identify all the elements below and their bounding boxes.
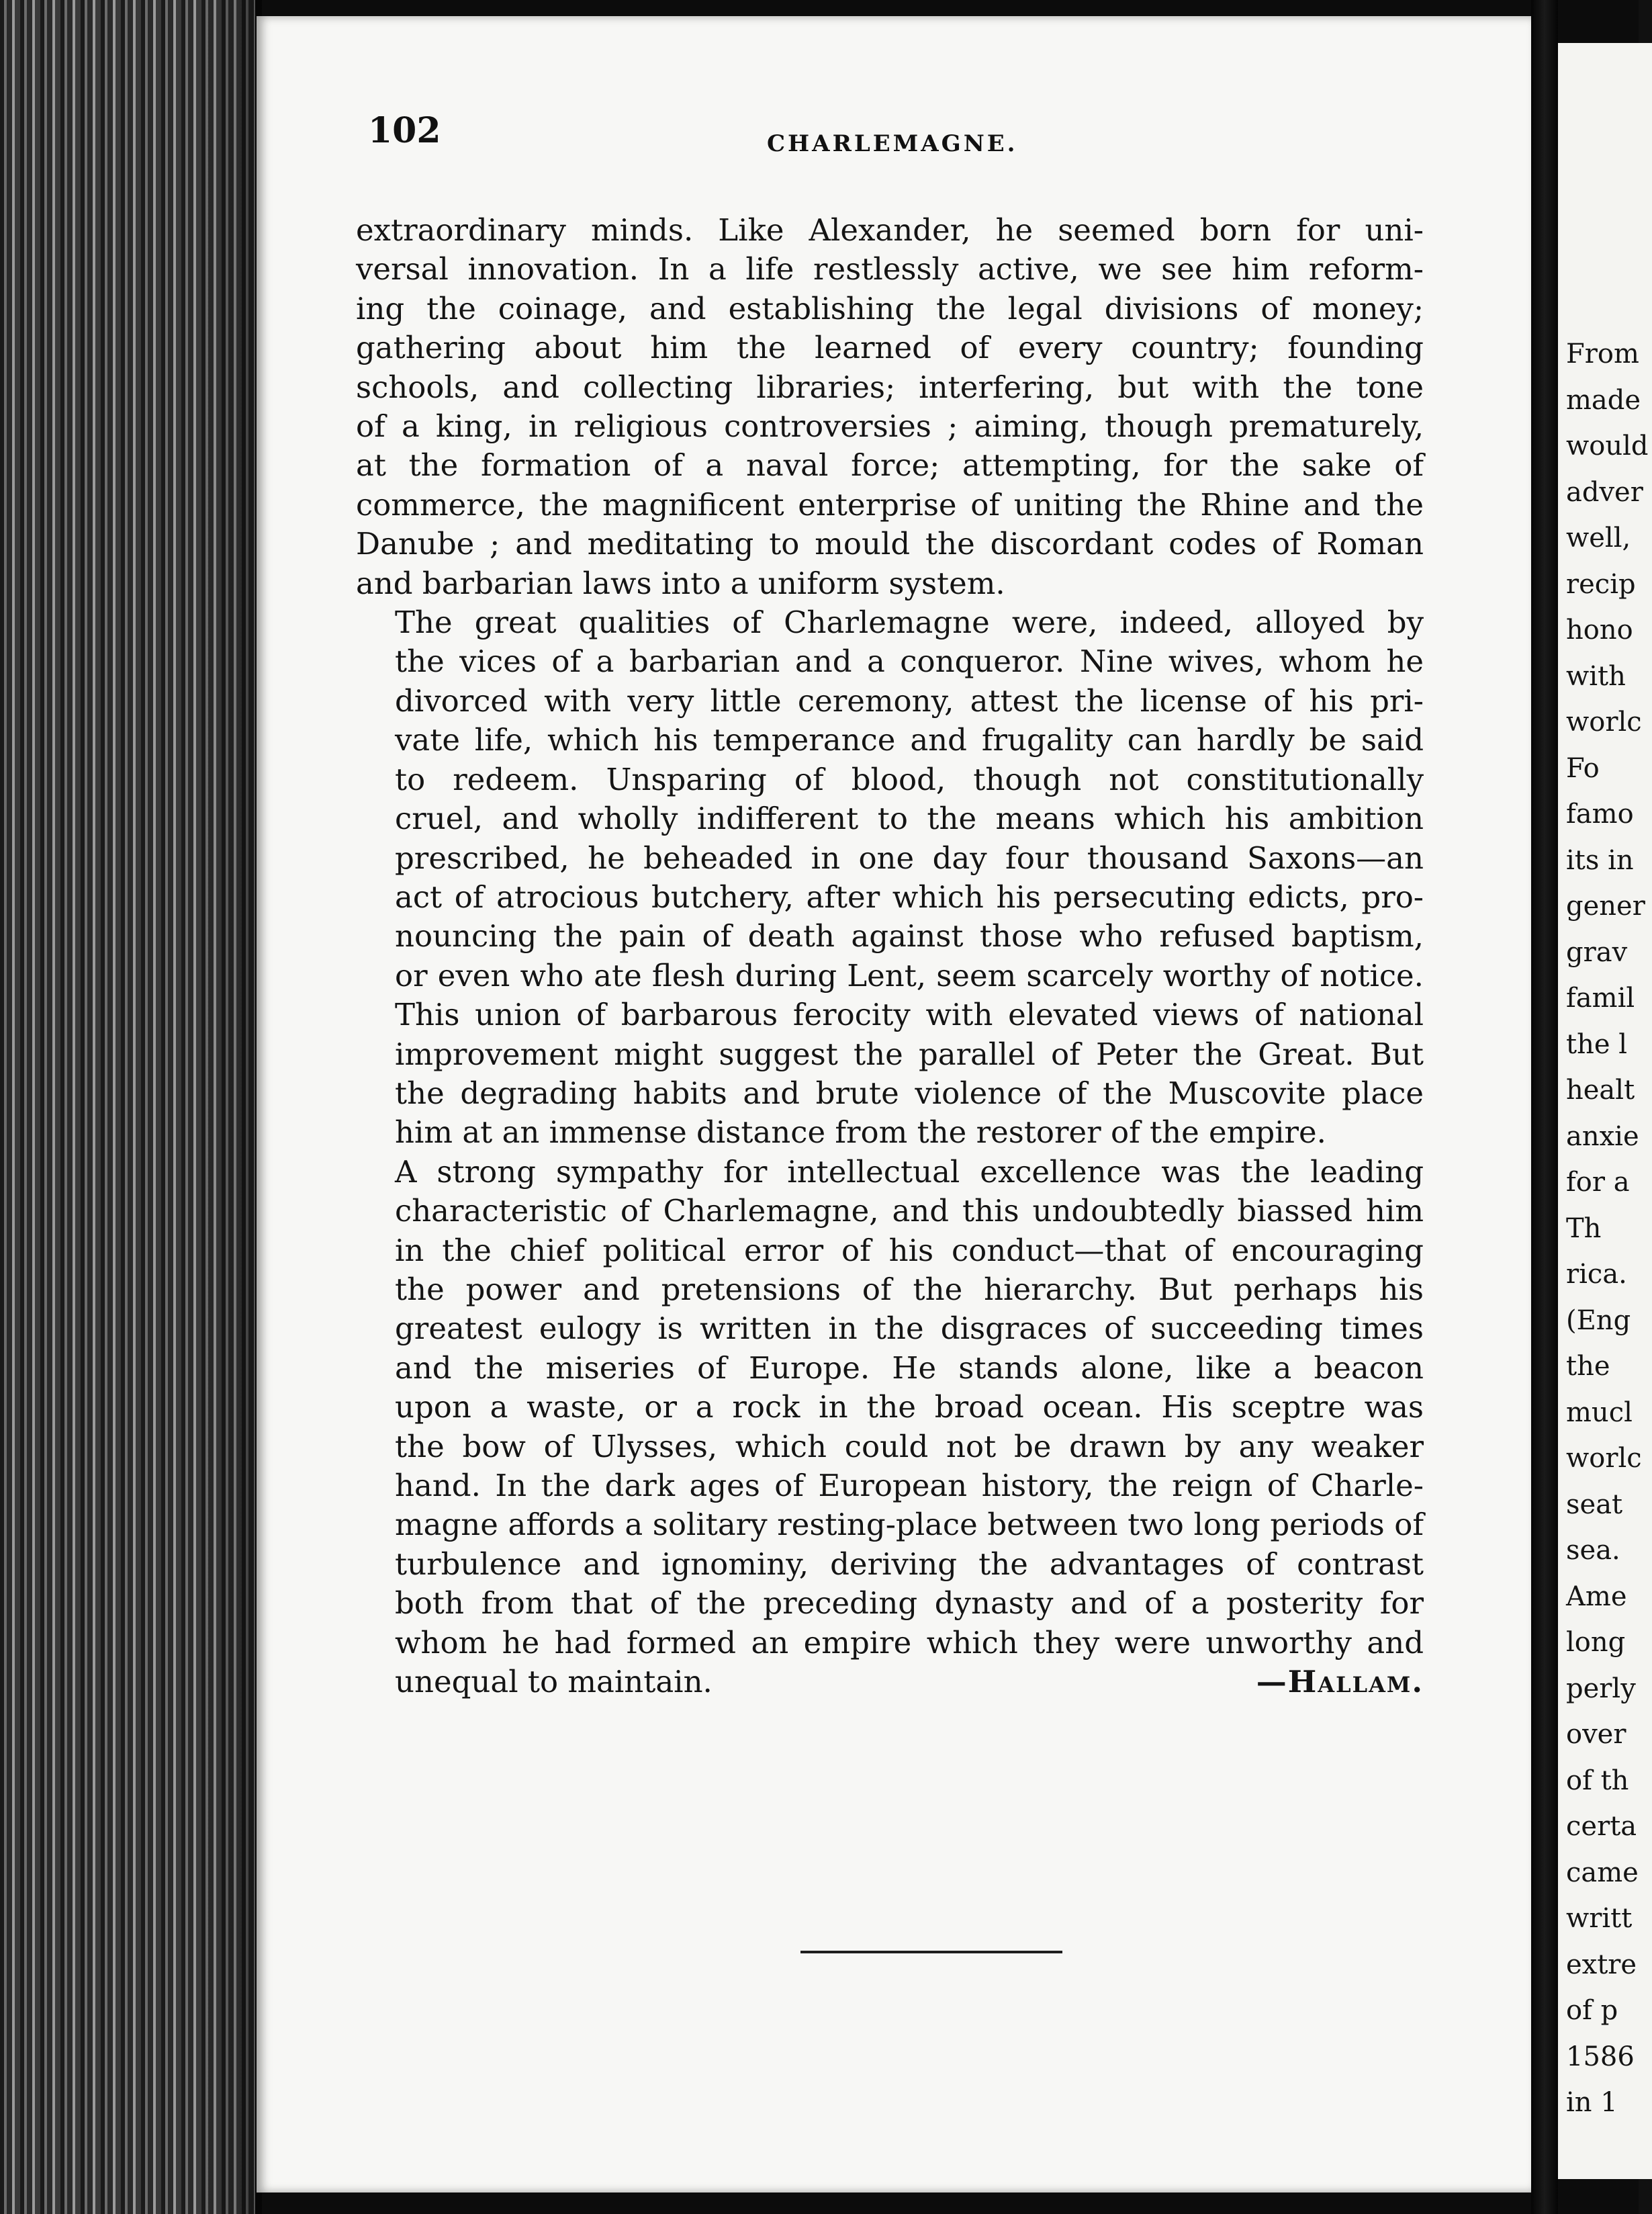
text-line: schools, and collecting libraries; interfering, but with the tone	[356, 369, 1424, 405]
text-line: greatest eulogy is written in the disgraces of succeeding times	[395, 1311, 1424, 1347]
facing-page-line: came	[1566, 1857, 1639, 1888]
text-line: gathering about him the learned of every country; founding	[356, 330, 1424, 366]
text-line: whom he had formed an empire which they were unworthy and	[395, 1624, 1424, 1660]
facing-page-line: well,	[1566, 523, 1631, 554]
text-line: the bow of Ulysses, which could not be drawn by any weaker	[395, 1428, 1424, 1464]
running-head: CHARLEMAGNE.	[767, 130, 1018, 157]
facing-page-fragment	[1558, 43, 1652, 2179]
text-line: The great qualities of Charlemagne were, indeed, alloyed by	[395, 605, 1424, 641]
facing-page-line: of p	[1566, 1995, 1618, 2026]
text-line: nouncing the pain of death against those who refused baptism,	[395, 918, 1424, 955]
facing-page-line: hono	[1566, 615, 1633, 646]
text-line: the degrading habits and brute violence of the Muscovite place	[395, 1075, 1424, 1111]
text-line: or even who ate flesh during Lent, seem scarcely worthy of notice.	[395, 957, 1424, 993]
facing-page-line: seat	[1566, 1489, 1623, 1520]
text-line: in the chief political error of his conduct—that of encouraging	[395, 1232, 1424, 1268]
facing-page-line: Ame	[1566, 1581, 1627, 1612]
facing-page-line: anxie	[1566, 1120, 1639, 1152]
facing-page-line: of th	[1566, 1765, 1629, 1796]
text-line: characteristic of Charlemagne, and this undoubtedly biassed him	[395, 1193, 1424, 1229]
facing-page-line: (Eng	[1566, 1304, 1631, 1336]
edge-shadow	[201, 0, 262, 2214]
body-text	[356, 211, 1424, 1701]
facing-page-line: its in	[1566, 844, 1634, 876]
text-line: him at an immense distance from the restorer of the empire.	[395, 1114, 1326, 1151]
text-line: the vices of a barbarian and a conqueror. Nine wives, whom he	[395, 644, 1424, 680]
facing-page-line: 1586	[1566, 2041, 1635, 2072]
facing-page-line: Fo	[1566, 752, 1600, 784]
text-line: commerce, the magnificent enterprise of uniting the Rhine and the	[356, 486, 1424, 523]
text-line: and the miseries of Europe. He stands alone, like a beacon	[395, 1349, 1424, 1386]
facing-page-line: sea.	[1566, 1535, 1620, 1566]
text-line: hand. In the dark ages of European history, the reign of Charle-	[395, 1468, 1424, 1503]
facing-page-line: famil	[1566, 983, 1635, 1014]
facing-page-line: for a	[1566, 1167, 1630, 1198]
facing-page-line: recip	[1566, 568, 1636, 600]
facing-page-line: rica.	[1566, 1259, 1627, 1290]
facing-page-line: would	[1566, 431, 1649, 461]
author-attribution: —Hallam.	[1256, 1664, 1424, 1700]
facing-page-line: certa	[1566, 1811, 1637, 1842]
facing-page-line: made	[1566, 384, 1641, 416]
facing-page-line: adver	[1566, 476, 1643, 508]
text-line: vate life, which his temperance and frugality can hardly be said	[395, 722, 1424, 758]
text-line: the power and pretensions of the hierarchy. But perhaps his	[395, 1271, 1424, 1307]
text-line: extraordinary minds. Like Alexander, he seemed born for uni-	[356, 212, 1424, 248]
text-line: upon a waste, or a rock in the broad ocean. His sceptre was	[395, 1389, 1424, 1425]
text-line: magne affords a solitary resting-place between two long periods of	[395, 1507, 1424, 1543]
text-line: divorced with very little ceremony, attest the license of his pri-	[395, 682, 1424, 719]
paragraph-2	[356, 603, 1424, 1153]
facing-page-line: gener	[1566, 891, 1645, 922]
text-line: ing the coinage, and establishing the legal divisions of money;	[356, 290, 1424, 326]
text-line: This union of barbarous ferocity with elevated views of national	[395, 997, 1424, 1033]
facing-page-line: worlc	[1566, 707, 1642, 738]
text-line: to redeem. Unsparing of blood, though not constitutionally	[395, 761, 1424, 797]
facing-page-line: worlc	[1566, 1443, 1642, 1474]
facing-page-line: From	[1566, 339, 1639, 369]
text-line: at the formation of a naval force; attempting, for the sake of	[356, 447, 1424, 484]
book-gutter	[1531, 0, 1558, 2214]
facing-page-line: mucl	[1566, 1397, 1633, 1428]
facing-page-line: in 1	[1566, 2087, 1618, 2118]
text-line: prescribed, he beheaded in one day four thousand Saxons—an	[395, 840, 1424, 876]
text-line: versal innovation. In a life restlessly active, we see him reform-	[356, 251, 1424, 287]
text-line: act of atrocious butchery, after which his persecuting edicts, pro-	[395, 879, 1424, 915]
final-line-with-attribution	[356, 1663, 1424, 1701]
text-line: Danube ; and meditating to mould the discordant codes of Roman	[356, 526, 1424, 562]
facing-page-line: perly	[1566, 1673, 1636, 1704]
left-page	[257, 16, 1531, 2193]
facing-page-line: with	[1566, 660, 1626, 692]
facing-page-line: grav	[1566, 936, 1628, 968]
text-line: and barbarian laws into a uniform system.	[356, 565, 1005, 601]
page-number: 102	[368, 110, 441, 151]
text-line: A strong sympathy for intellectual excellence was the leading	[395, 1153, 1424, 1190]
text-line: cruel, and wholly indifferent to the means which his ambition	[395, 801, 1424, 837]
facing-page-line: famo	[1566, 799, 1634, 830]
facing-page-line: writt	[1566, 1903, 1633, 1934]
facing-page-line: long	[1566, 1627, 1626, 1658]
section-end-rule	[800, 1951, 1062, 1953]
facing-page-line: extre	[1566, 1949, 1637, 1980]
text-line: unequal to maintain.	[395, 1664, 713, 1700]
paragraph-1	[356, 211, 1424, 603]
facing-page-line: healt	[1566, 1075, 1635, 1106]
facing-page-line: over	[1566, 1719, 1626, 1750]
text-line: both from that of the preceding dynasty and of a posterity for	[395, 1585, 1424, 1622]
text-line: turbulence and ignominy, deriving the advantages of contrast	[395, 1546, 1424, 1582]
facing-page-line: the l	[1566, 1028, 1628, 1060]
facing-page-line: the	[1566, 1351, 1610, 1382]
paragraph-3	[356, 1153, 1424, 1702]
facing-page-line: Th	[1566, 1212, 1602, 1244]
text-line: of a king, in religious controversies ; aiming, though prematurely,	[356, 408, 1424, 445]
text-line: improvement might suggest the parallel of Peter the Great. But	[395, 1036, 1424, 1072]
